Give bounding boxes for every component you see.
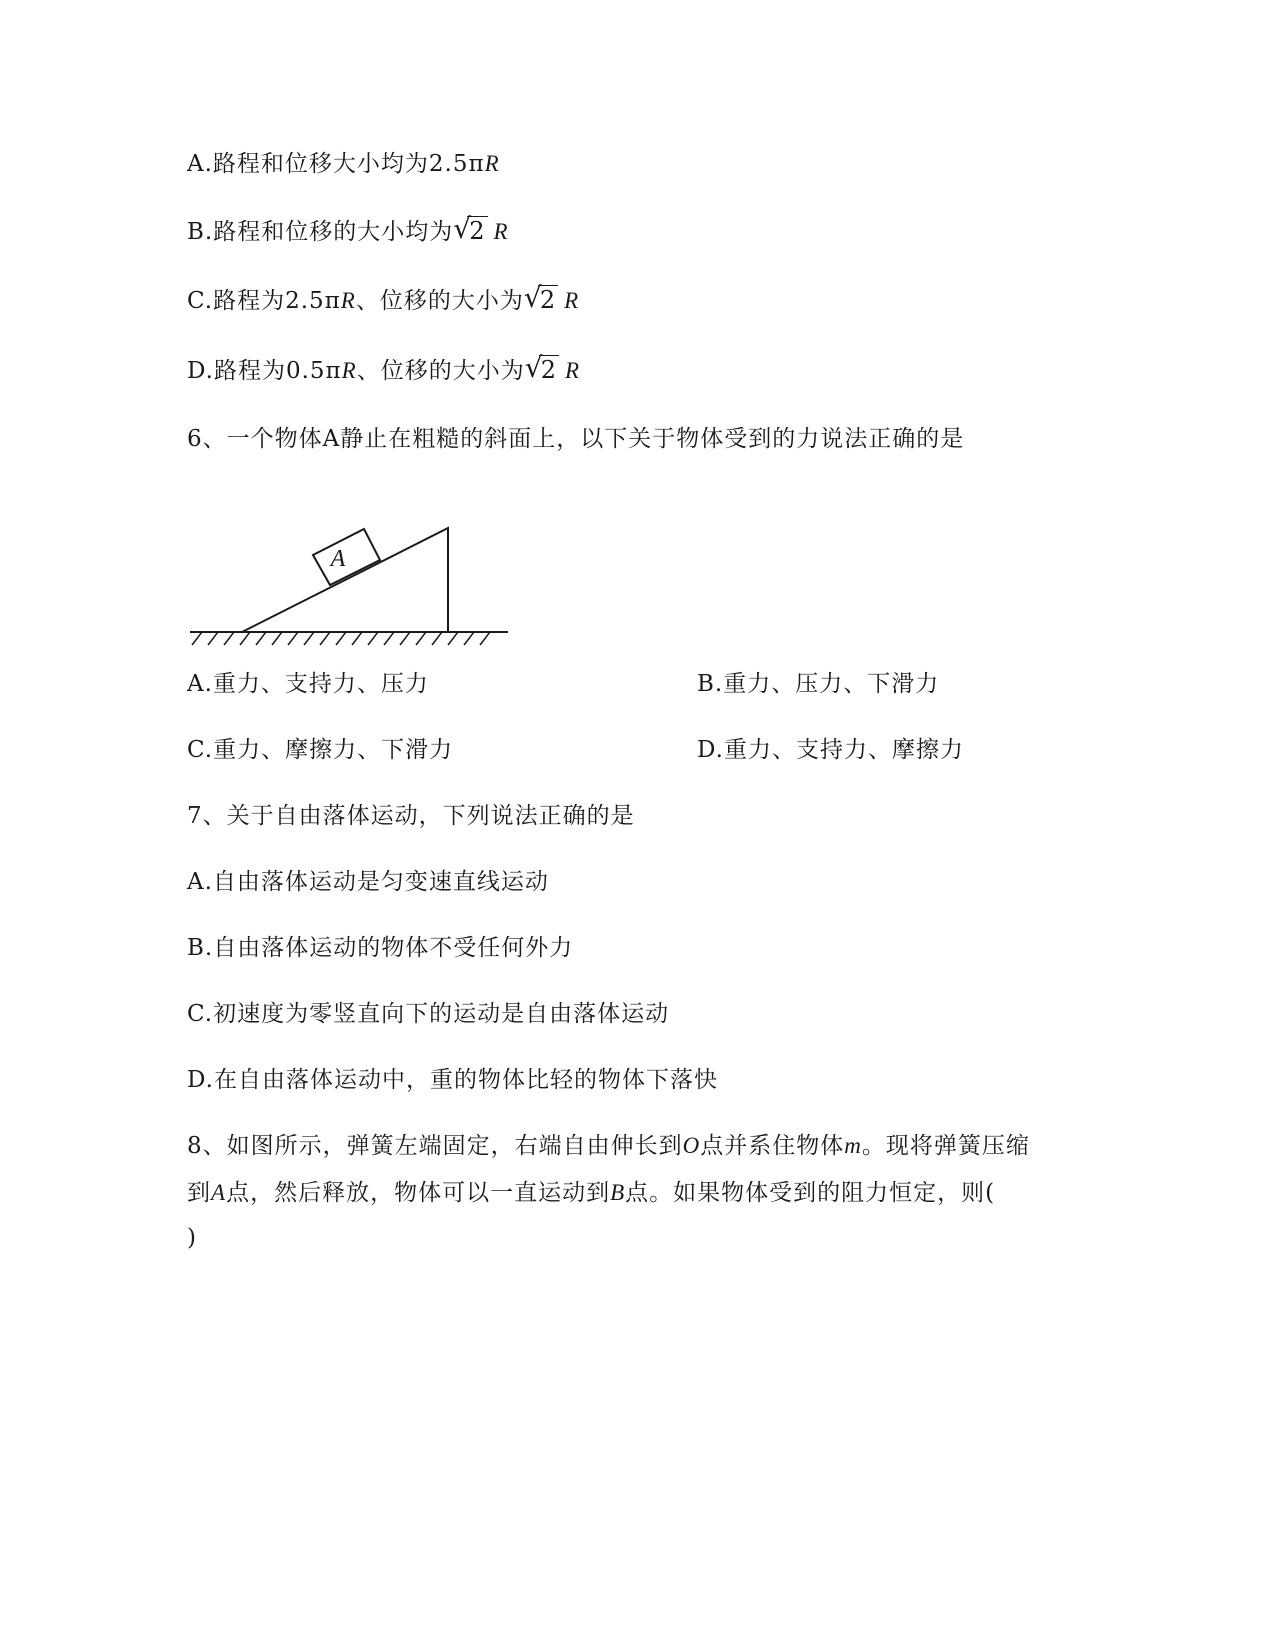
incline-figure — [190, 515, 510, 655]
q6-option-c: C.重力、摩擦力、下滑力 — [187, 737, 454, 763]
q5-option-a: A.路程和位移大小均为2.5πR — [187, 151, 500, 177]
block-a — [313, 529, 380, 585]
q7-option-d: D.在自由落体运动中，重的物体比轻的物体下落快 — [187, 1067, 718, 1093]
q8-stem-line-2: 到A点，然后释放，物体可以一直运动到B点。如果物体受到的阻力恒定，则( — [187, 1180, 996, 1206]
ground-hatching — [192, 632, 490, 645]
q6-option-a: A.重力、支持力、压力 — [187, 671, 429, 697]
q7-option-c: C.初速度为零竖直向下的运动是自由落体运动 — [187, 1001, 670, 1027]
q7-stem: 7、关于自由落体运动，下列说法正确的是 — [187, 803, 635, 829]
q7-option-b: B.自由落体运动的物体不受任何外力 — [187, 935, 574, 961]
sqrt-symbol: √ 2 — [524, 351, 557, 384]
q8-stem-line-3: ) — [187, 1225, 197, 1251]
sqrt-symbol: √ 2 — [453, 212, 486, 245]
q6-option-d: D.重力、支持力、摩擦力 — [697, 737, 964, 763]
q6-stem: 6、一个物体A静止在粗糙的斜面上，以下关于物体受到的力说法正确的是 — [187, 426, 965, 452]
q8-stem-line-1: 8、如图所示，弹簧左端固定，右端自由伸长到O点并系住物体m。现将弹簧压缩 — [187, 1133, 1030, 1159]
block-a-label: A — [330, 546, 346, 572]
q6-option-b: B.重力、压力、下滑力 — [697, 671, 940, 697]
q5-option-b: B.路程和位移的大小均为 √ 2 R — [187, 215, 509, 248]
sqrt-symbol: √ 2 — [523, 281, 557, 314]
q5-option-c: C.路程为2.5πR、位移的大小为 √ 2 R — [187, 284, 579, 317]
q7-option-a: A.自由落体运动是匀变速直线运动 — [187, 869, 549, 895]
q5-option-d: D.路程为0.5πR、位移的大小为 √ 2 R — [187, 354, 580, 387]
